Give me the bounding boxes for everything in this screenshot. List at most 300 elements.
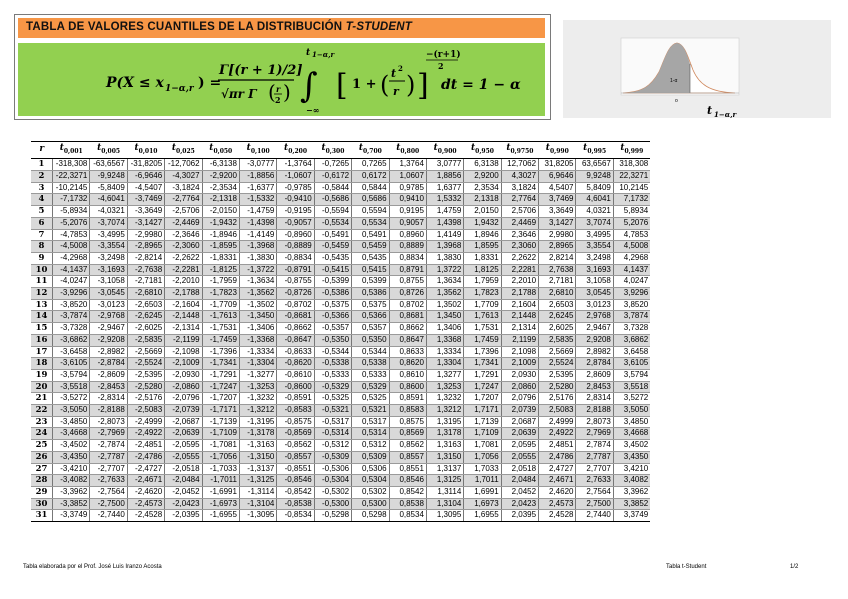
table-cell: 2,7440 [576, 510, 613, 522]
table-cell: 2,8188 [576, 405, 613, 417]
table-cell: 0,8591 [389, 393, 426, 405]
table-cell: -3,6105 [53, 358, 90, 370]
table-cell: 2,0484 [501, 475, 538, 487]
table-cell: 1,8946 [464, 229, 501, 241]
table-cell: -0,5350 [314, 334, 351, 346]
table-row [31, 486, 650, 498]
row-r-value: 28 [31, 475, 53, 487]
table-cell: 2,5395 [539, 369, 576, 381]
header-col-sub: 0,025 [176, 147, 195, 155]
table-cell: -0,8791 [277, 264, 314, 276]
table-cell: -2,7874 [90, 440, 127, 452]
table-cell: 2,4469 [501, 217, 538, 229]
table-cell: -2,1788 [165, 288, 202, 300]
table-cell: 2,4851 [539, 440, 576, 452]
table-cell: -2,2622 [165, 252, 202, 264]
table-cell: -1,8125 [202, 264, 239, 276]
table-cell: -0,8569 [277, 428, 314, 440]
table-cell: 1,7081 [464, 440, 501, 452]
table-cell: -0,8575 [277, 416, 314, 428]
table-cell: 2,8073 [576, 416, 613, 428]
row-r-value: 16 [31, 334, 53, 346]
bracket-open: [ [336, 68, 348, 103]
table-cell: -0,5329 [314, 381, 351, 393]
table-cell: -0,8889 [277, 241, 314, 253]
table-cell: 2,1788 [501, 288, 538, 300]
table-cell: 2,8965 [539, 241, 576, 253]
formula-den-frac-den: 2 [275, 95, 281, 105]
table-cell: 1,3406 [426, 323, 463, 335]
formula-rhs: dt = 1 − α [441, 77, 521, 93]
header-col [53, 142, 90, 159]
table-cell: 2,7764 [501, 194, 538, 206]
table-cell: -1,7959 [202, 276, 239, 288]
table-cell: -0,5304 [314, 475, 351, 487]
table-cell: 0,5314 [352, 428, 389, 440]
table-cell: -2,1199 [165, 334, 202, 346]
table-cell: 1,8595 [464, 241, 501, 253]
table-cell: -1,7207 [202, 393, 239, 405]
table-cell: -0,9410 [277, 194, 314, 206]
row-r-value: 3 [31, 182, 53, 194]
table-cell: -5,2076 [53, 217, 90, 229]
table-row [31, 159, 650, 171]
table-cell: -3,4850 [53, 416, 90, 428]
table-cell: 5,8934 [613, 206, 650, 218]
table-cell: -0,5386 [314, 288, 351, 300]
row-r-value: 8 [31, 241, 53, 253]
table-cell: -0,8546 [277, 475, 314, 487]
table-cell: 3,0123 [576, 299, 613, 311]
table-cell: -2,2010 [165, 276, 202, 288]
table-cell: 0,5491 [352, 229, 389, 241]
table-cell: -0,5415 [314, 264, 351, 276]
table-cell: -1,7341 [202, 358, 239, 370]
table-cell: -3,7469 [127, 194, 164, 206]
table-cell: -2,0687 [165, 416, 202, 428]
table-cell: 1,7396 [464, 346, 501, 358]
table-cell: 0,5329 [352, 381, 389, 393]
table-cell: -2,1448 [165, 311, 202, 323]
table-cell: 2,3534 [464, 182, 501, 194]
table-cell: 3,4502 [613, 440, 650, 452]
table-cell: -2,7638 [127, 264, 164, 276]
row-r-value: 17 [31, 346, 53, 358]
tsq-exp: 2 [398, 64, 403, 73]
table-cell: -2,1318 [202, 194, 239, 206]
table-cell: 3,3749 [613, 510, 650, 522]
table-cell: 0,5399 [352, 276, 389, 288]
table-cell: -2,9208 [90, 334, 127, 346]
table-cell: 2,4528 [539, 510, 576, 522]
header-t: t [506, 143, 511, 153]
table-cell: 1,0607 [389, 171, 426, 183]
table-cell: -2,0796 [165, 393, 202, 405]
table-cell: -3,0123 [90, 299, 127, 311]
table-cell: -0,5306 [314, 463, 351, 475]
table-cell: 0,8557 [389, 451, 426, 463]
tsq-den: r [393, 85, 399, 98]
table-cell: -2,8609 [90, 369, 127, 381]
table-cell: -0,5459 [314, 241, 351, 253]
table-cell: 1,7291 [464, 369, 501, 381]
table-cell: 3,4350 [613, 451, 650, 463]
table-row [31, 311, 650, 323]
table-cell: -2,0555 [165, 451, 202, 463]
table-cell: -318,308 [53, 159, 90, 171]
table-cell: 6,3138 [464, 159, 501, 171]
header-t: t [620, 143, 625, 153]
density-curve-svg [563, 20, 831, 118]
header-t: t [134, 143, 139, 153]
table-cell: 3,6458 [613, 346, 650, 358]
table-cell: -1,3450 [239, 311, 276, 323]
table-cell: 2,2281 [501, 264, 538, 276]
header-col-sub: 0,9750 [510, 147, 534, 155]
table-cell: -4,2968 [53, 252, 90, 264]
table-cell: 0,5435 [352, 252, 389, 264]
table-cell: 3,9296 [613, 288, 650, 300]
header-col [314, 142, 351, 159]
table-cell: -31,8205 [127, 159, 164, 171]
header-col-sub: 0,100 [250, 147, 270, 155]
footer-author: Tabla elaborada por el Prof. José Luis Iranzo Acosta [23, 564, 162, 570]
table-cell: 2,8609 [576, 369, 613, 381]
formula-lhs-close: ) = [198, 75, 222, 91]
table-cell: 1,7139 [464, 416, 501, 428]
table-cell: 1,3764 [389, 159, 426, 171]
table-cell: 3,4082 [613, 475, 650, 487]
table-cell: 2,5083 [539, 405, 576, 417]
table-cell: 3,5272 [613, 393, 650, 405]
table-cell: 0,5302 [352, 486, 389, 498]
table-cell: -3,7074 [90, 217, 127, 229]
table-cell: -2,5669 [127, 346, 164, 358]
table-cell: 0,5306 [352, 463, 389, 475]
table-cell: -0,8702 [277, 299, 314, 311]
table-cell: -0,7265 [314, 159, 351, 171]
table-row [31, 206, 650, 218]
header-t: t [471, 143, 476, 153]
table-cell: 3,6862 [613, 334, 650, 346]
formula-exponent-den: 2 [438, 61, 444, 71]
formula-lhs-sub: 1−α,r [165, 84, 194, 94]
table-cell: 2,0150 [464, 206, 501, 218]
table-cell: -0,5300 [314, 498, 351, 510]
table-cell: -63,6567 [90, 159, 127, 171]
table-row [31, 252, 650, 264]
table-cell: 4,2968 [613, 252, 650, 264]
table-row [31, 346, 650, 358]
table-cell: -7,1732 [53, 194, 90, 206]
header-col [501, 142, 538, 159]
bracket-close: ] [417, 68, 429, 103]
table-cell: -1,3212 [239, 405, 276, 417]
table-cell: 0,5344 [352, 346, 389, 358]
table-cell: -1,8946 [202, 229, 239, 241]
tsq-paren-open: ( [380, 71, 390, 99]
table-cell: -2,6503 [127, 299, 164, 311]
table-cell: -1,3368 [239, 334, 276, 346]
header-col-sub: 0,990 [549, 147, 569, 155]
table-cell: -0,8534 [277, 510, 314, 522]
table-cell: -1,3334 [239, 346, 276, 358]
table-cell: 2,1199 [501, 334, 538, 346]
table-cell: 0,8562 [389, 440, 426, 452]
table-cell: 1,3830 [426, 252, 463, 264]
table-cell: 0,5298 [352, 510, 389, 522]
table-cell: -1,8595 [202, 241, 239, 253]
title-emph-text: T-STUDENT [345, 21, 413, 33]
table-cell: -1,7081 [202, 440, 239, 452]
table-cell: -2,8188 [90, 405, 127, 417]
table-cell: 2,7969 [576, 428, 613, 440]
table-cell: -1,7139 [202, 416, 239, 428]
formula-numerator: Γ[(r + 1)/2] [219, 63, 303, 78]
table-cell: 3,1693 [576, 264, 613, 276]
row-r-value: 6 [31, 217, 53, 229]
table-cell: -3,3554 [90, 241, 127, 253]
row-r-value: 4 [31, 194, 53, 206]
table-cell: -1,7056 [202, 451, 239, 463]
table-row [31, 264, 650, 276]
table-cell: -1,7823 [202, 288, 239, 300]
table-cell: -2,9200 [202, 171, 239, 183]
table-cell: 0,8569 [389, 428, 426, 440]
table-cell: -2,0452 [165, 486, 202, 498]
table-cell: 1,3277 [426, 369, 463, 381]
row-r-value: 25 [31, 440, 53, 452]
table-cell: -2,4528 [127, 510, 164, 522]
header-t: t [209, 143, 214, 153]
table-cell: 2,5280 [539, 381, 576, 393]
table-cell: 1,3150 [426, 451, 463, 463]
row-r-value: 29 [31, 486, 53, 498]
table-cell: -3,4210 [53, 463, 90, 475]
table-cell: 0,6172 [352, 171, 389, 183]
table-row [31, 358, 650, 370]
table-cell: 1,3253 [426, 381, 463, 393]
cdf-formula [18, 43, 545, 116]
table-cell: -5,8409 [90, 182, 127, 194]
table-cell: -2,8073 [90, 416, 127, 428]
table-cell: -2,9768 [90, 311, 127, 323]
table-cell: 2,6503 [539, 299, 576, 311]
table-cell: 2,7500 [576, 498, 613, 510]
table-cell: 2,7787 [576, 451, 613, 463]
table-cell: -9,9248 [90, 171, 127, 183]
header-t: t [545, 143, 550, 153]
table-cell: -3,3852 [53, 498, 90, 510]
table-cell: 3,3649 [539, 206, 576, 218]
header-t: t [396, 143, 401, 153]
table-cell: 2,5835 [539, 334, 576, 346]
table-cell: -1,6991 [202, 486, 239, 498]
table-cell: -2,4620 [127, 486, 164, 498]
table-row [31, 475, 650, 487]
header-col [576, 142, 613, 159]
table-cell: 2,0555 [501, 451, 538, 463]
table-cell: 3,5794 [613, 369, 650, 381]
header-t: t [171, 143, 177, 153]
table-cell: -3,4995 [90, 229, 127, 241]
table-cell: -1,3502 [239, 299, 276, 311]
table-cell: 3,4210 [613, 463, 650, 475]
header-col-sub: 0,200 [288, 147, 308, 155]
formula-den-frac-num: r [276, 84, 281, 94]
table-cell: 0,5386 [352, 288, 389, 300]
row-r-value: 10 [31, 264, 53, 276]
table-cell: 1,3502 [426, 299, 463, 311]
table-cell: -0,5338 [314, 358, 351, 370]
table-cell: 2,4671 [539, 475, 576, 487]
header-col-sub: 0,050 [213, 147, 233, 155]
table-cell: -1,3253 [239, 381, 276, 393]
table-cell: 1,3722 [426, 264, 463, 276]
row-r-value: 5 [31, 206, 53, 218]
table-row [31, 334, 650, 346]
integral-sign: ∫ [300, 66, 318, 106]
table-cell: 1,8856 [426, 171, 463, 183]
table-cell: -2,3060 [165, 241, 202, 253]
tsq-paren-close: ) [406, 71, 416, 99]
table-cell: -4,0321 [90, 206, 127, 218]
table-cell: 0,8662 [389, 323, 426, 335]
table-cell: -0,9195 [277, 206, 314, 218]
table-cell: 0,8542 [389, 486, 426, 498]
table-cell: 1,7109 [464, 428, 501, 440]
row-r-value: 30 [31, 498, 53, 510]
table-cell: -2,8965 [127, 241, 164, 253]
integral-lower: −∞ [306, 105, 320, 115]
table-cell: 2,4620 [539, 486, 576, 498]
header-col [277, 142, 314, 159]
header-col [539, 142, 576, 159]
table-cell: -22,3271 [53, 171, 90, 183]
tick-label: o [675, 98, 678, 104]
table-cell: -2,0595 [165, 440, 202, 452]
table-cell: 0,9057 [389, 217, 426, 229]
header-col [90, 142, 127, 159]
table-cell: 1,6973 [464, 498, 501, 510]
header-col [426, 142, 463, 159]
row-r-value: 11 [31, 276, 53, 288]
table-cell: 1,7341 [464, 358, 501, 370]
table-cell: -1,6973 [202, 498, 239, 510]
table-cell: -0,5534 [314, 217, 351, 229]
table-cell: -2,6025 [127, 323, 164, 335]
table-cell: 1,3334 [426, 346, 463, 358]
table-row [31, 381, 650, 393]
table-cell: 1,3104 [426, 498, 463, 510]
table-cell: -3,3749 [53, 510, 90, 522]
table-cell: -2,5395 [127, 369, 164, 381]
header-col [464, 142, 501, 159]
table-cell: 0,8647 [389, 334, 426, 346]
table-cell: 0,8620 [389, 358, 426, 370]
table-cell: 0,8633 [389, 346, 426, 358]
table-row [31, 463, 650, 475]
table-cell: -2,8982 [90, 346, 127, 358]
bracket-one: 1 + [352, 77, 377, 92]
table-cell: 9,9248 [576, 171, 613, 183]
row-r-value: 24 [31, 428, 53, 440]
table-cell: -1,6955 [202, 510, 239, 522]
table-cell: -3,5272 [53, 393, 90, 405]
table-cell: 2,6025 [539, 323, 576, 335]
table-cell: 1,8331 [464, 252, 501, 264]
table-cell: -10,2145 [53, 182, 90, 194]
table-cell: -2,7181 [127, 276, 164, 288]
table-cell: 1,7247 [464, 381, 501, 393]
table-cell: -2,0150 [202, 206, 239, 218]
table-cell: -2,6810 [127, 288, 164, 300]
table-cell: -2,7633 [90, 475, 127, 487]
table-cell: -1,7011 [202, 475, 239, 487]
table-cell: 2,8214 [539, 252, 576, 264]
row-r-value: 15 [31, 323, 53, 335]
table-cell: 1,3125 [426, 475, 463, 487]
row-r-value: 23 [31, 416, 53, 428]
header-col [202, 142, 239, 159]
table-cell: 1,3178 [426, 428, 463, 440]
title-bar [18, 18, 545, 38]
row-r-value: 20 [31, 381, 53, 393]
table-cell: -2,4999 [127, 416, 164, 428]
table-cell: 0,8546 [389, 475, 426, 487]
table-cell: 2,0595 [501, 440, 538, 452]
formula-exponent: −(r+1) [426, 50, 461, 60]
quantile-table [31, 141, 650, 522]
table-cell: 1,3195 [426, 416, 463, 428]
table-row [31, 416, 650, 428]
row-r-value: 19 [31, 369, 53, 381]
table-cell: -2,4469 [165, 217, 202, 229]
table-cell: -2,5835 [127, 334, 164, 346]
table-cell: -4,3027 [165, 171, 202, 183]
table-cell: -1,3195 [239, 416, 276, 428]
table-cell: -1,7531 [202, 323, 239, 335]
table-cell: -0,5375 [314, 299, 351, 311]
table-cell: -3,0545 [90, 288, 127, 300]
table-cell: -2,6245 [127, 311, 164, 323]
header-col [165, 142, 202, 159]
table-cell: 3,8520 [613, 299, 650, 311]
table-cell: 0,5415 [352, 264, 389, 276]
table-cell: 3,1824 [501, 182, 538, 194]
table-cell: 3,3554 [576, 241, 613, 253]
table-cell: -2,4671 [127, 475, 164, 487]
table-cell: -2,4851 [127, 440, 164, 452]
table-cell: 1,3212 [426, 405, 463, 417]
table-cell: 3,1058 [576, 276, 613, 288]
table-cell: 12,7062 [501, 159, 538, 171]
table-cell: -1,0607 [277, 171, 314, 183]
table-row [31, 241, 650, 253]
table-cell: -1,4149 [239, 229, 276, 241]
table-cell: -0,6172 [314, 171, 351, 183]
table-cell: -0,5317 [314, 416, 351, 428]
table-cell: 2,9980 [539, 229, 576, 241]
table-cell: -1,7109 [202, 428, 239, 440]
table-cell: -2,8784 [90, 358, 127, 370]
row-r-value: 22 [31, 405, 53, 417]
table-cell: -1,7396 [202, 346, 239, 358]
table-cell: -3,4502 [53, 440, 90, 452]
table-cell: 2,7638 [539, 264, 576, 276]
table-cell: 2,0639 [501, 428, 538, 440]
table-cell: -6,3138 [202, 159, 239, 171]
